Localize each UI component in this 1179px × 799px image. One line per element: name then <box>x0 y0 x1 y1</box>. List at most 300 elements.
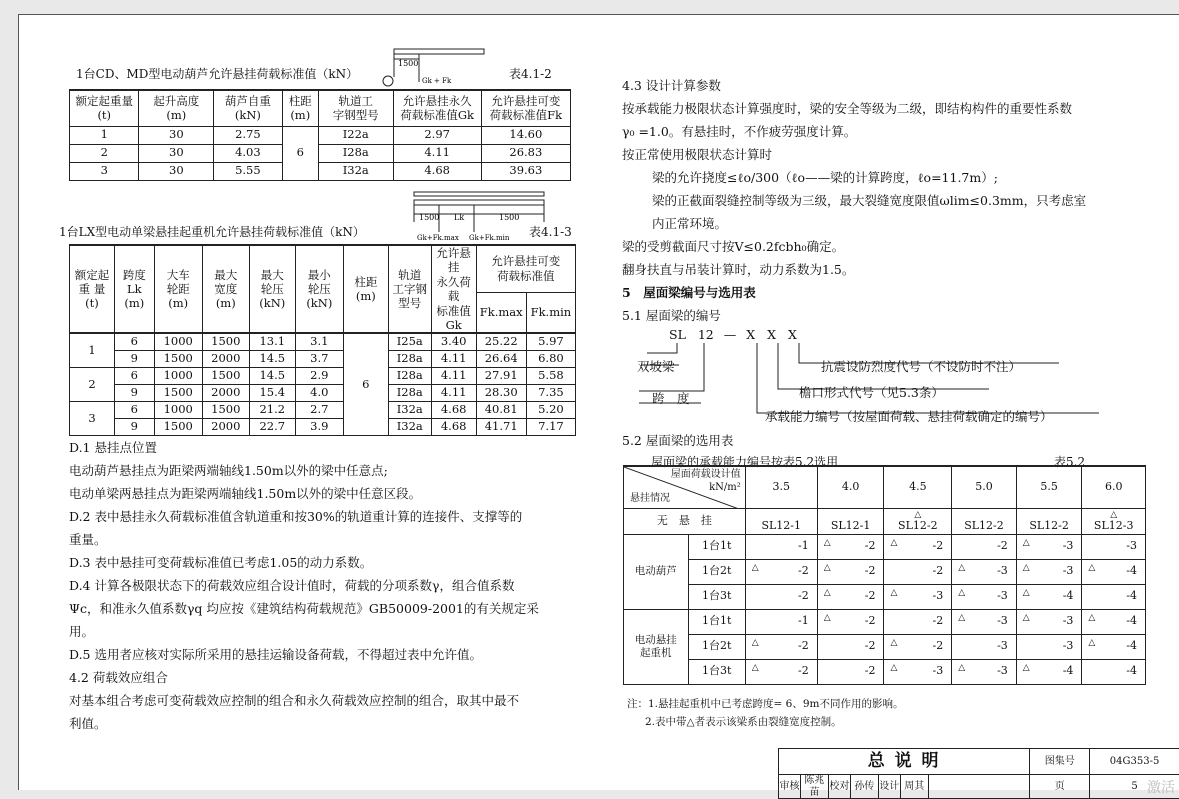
cell: 4.68 <box>393 162 481 180</box>
selection-cell <box>952 584 1017 609</box>
selection-value: -4 <box>1126 588 1137 602</box>
crane-load-diagram <box>399 190 559 242</box>
header-capacity: 额定起重量 (t) <box>70 90 139 126</box>
cell: 1 <box>70 126 139 144</box>
table-row <box>624 584 1146 609</box>
code-sl: SL <box>669 327 686 342</box>
selection-cell <box>1016 559 1082 584</box>
cell: I32a <box>388 401 431 418</box>
label-capacity-code: 承载能力编号（按屋面荷载、悬挂荷载确定的编号） <box>765 409 1053 424</box>
cell: 9 <box>114 384 154 401</box>
selection-value: -3 <box>997 613 1008 627</box>
hoist-load-label: Gk + Fk <box>422 77 452 85</box>
selection-value: -3 <box>997 638 1008 652</box>
body-line: γ₀ =1.0。有悬挂时，不作疲劳强度计算。 <box>622 124 857 139</box>
selection-value: -4 <box>1126 613 1137 627</box>
header-pmin: 最小 轮压 (kN) <box>295 245 343 333</box>
table-row-no-hang <box>624 508 1146 534</box>
selection-cell <box>884 508 952 534</box>
selection-cell <box>745 559 817 584</box>
selection-value: SL12-3 <box>1093 518 1134 532</box>
section-5-1-title: 5.1 屋面梁的编号 <box>622 308 721 323</box>
selection-cell <box>1082 534 1146 559</box>
body-line: 梁的允许挠度≤ℓo/300（ℓo——梁的计算跨度，ℓo=11.7m）; <box>652 170 998 185</box>
selection-value: SL12-2 <box>1029 518 1069 532</box>
drawing-sheet <box>18 14 1179 798</box>
body-line: 梁的正截面裂缝控制等级为三级，最大裂缝宽度限值ωlim≤0.3mm，只考虑室 <box>652 193 1087 208</box>
selection-value: -2 <box>864 538 876 552</box>
body-line: 梁的受剪截面尺寸按V≤0.2fcbh₀确定。 <box>622 239 845 254</box>
selection-cell <box>745 584 817 609</box>
cell: 1500 <box>154 418 202 435</box>
triangle-marker: △ <box>1022 537 1030 548</box>
review-label: 审核 <box>779 775 801 799</box>
selection-value: SL12-2 <box>898 518 938 532</box>
page-label: 页 <box>1030 775 1090 799</box>
title-block <box>778 748 1179 799</box>
selection-value: SL12-1 <box>830 518 871 532</box>
code-diagram <box>669 327 797 342</box>
selection-cell <box>817 584 884 609</box>
selection-value: -2 <box>932 638 944 652</box>
note-line: Ψc，和准永久值系数γq 均应按《建筑结构荷载规范》GB50009-2001的有关规定采 <box>69 601 539 616</box>
selection-cell <box>952 559 1017 584</box>
sub-label: 1台3t <box>688 659 745 684</box>
selection-cell <box>1016 534 1082 559</box>
body-line: 按正常使用极限状态计算时 <box>622 147 773 162</box>
cell: 1500 <box>154 350 202 367</box>
signature: 周其 <box>900 775 928 799</box>
header-column-span: 柱距 (m) <box>282 90 318 126</box>
selection-cell <box>745 609 817 634</box>
selection-cell <box>884 659 952 684</box>
note-line: D.5 选用者应核对实际所采用的悬挂运输设备荷载，不得超过表中允许值。 <box>69 647 482 662</box>
selection-cell <box>817 634 884 659</box>
selection-cell <box>952 534 1017 559</box>
watermark: 激活 <box>1147 780 1175 796</box>
selection-value: -2 <box>932 563 944 577</box>
cell: 2.97 <box>393 126 481 144</box>
selection-cell <box>817 659 884 684</box>
header-column-span: 柱距 (m) <box>343 245 388 333</box>
crane-dim-mid-label: Lk <box>454 213 465 222</box>
code-span: 12 <box>697 327 714 342</box>
triangle-marker: △ <box>890 662 898 673</box>
code-x1: X <box>746 327 756 342</box>
header-gk: 允许悬挂 永久荷载 标准值Gk <box>431 245 476 333</box>
signature: 陈兆苗 <box>800 775 828 799</box>
cell: 28.30 <box>476 384 526 401</box>
table-4-1-3-number: 表4.1-3 <box>529 225 572 239</box>
table-row <box>70 401 576 418</box>
table-4-1-2-header-row <box>70 90 571 126</box>
section-4-2-title: 4.2 荷载效应组合 <box>69 670 168 685</box>
cell-capacity: 3 <box>70 401 115 435</box>
triangle-marker: △ <box>1088 562 1096 573</box>
section-5-2-title: 5.2 屋面梁的选用表 <box>622 433 734 448</box>
table-4-1-3 <box>69 244 576 436</box>
note-line: D.4 计算各极限状态下的荷载效应组合设计值时，荷载的分项系数γ，组合值系数 <box>69 578 515 593</box>
selection-value: -3 <box>997 663 1008 677</box>
cell: 40.81 <box>476 401 526 418</box>
selection-cell <box>1082 634 1146 659</box>
selection-cell <box>952 634 1017 659</box>
header-capacity: 额定起 重 量 (t) <box>70 245 115 333</box>
sub-label: 1台2t <box>688 634 745 659</box>
load-col-header: 4.5 <box>884 466 952 508</box>
cell: 14.5 <box>249 367 295 384</box>
note-line: 电动葫芦悬挂点为距梁两端轴线1.50m以外的梁中任意点; <box>69 463 388 478</box>
cell: 1000 <box>154 367 202 384</box>
table-row <box>70 418 576 435</box>
table-4-1-2 <box>69 89 571 181</box>
triangle-marker: △ <box>751 662 759 673</box>
cell: 4.11 <box>431 384 476 401</box>
cell: 13.1 <box>249 333 295 350</box>
header-fk-group: 允许悬挂可变 荷载标准值 <box>476 245 575 292</box>
check-label: 校对 <box>828 775 850 799</box>
selection-value: -2 <box>798 663 809 677</box>
crane-dim1-label: 1500 <box>419 213 440 222</box>
corner-load-label: 屋面荷载设计值 <box>670 469 741 480</box>
cell: 6.80 <box>526 350 575 367</box>
table-row <box>624 634 1146 659</box>
table-4-1-2-caption: 1台CD、MD型电动葫芦允许悬挂荷载标准值（kN） <box>76 67 359 81</box>
triangle-marker: △ <box>1088 612 1096 623</box>
selection-value: -2 <box>798 588 809 602</box>
table-4-1-2-number: 表4.1-2 <box>509 67 552 81</box>
header-rail-type: 轨道工 字钢型号 <box>318 90 393 126</box>
note-d1-title: D.1 悬挂点位置 <box>69 440 157 455</box>
selection-value: -4 <box>1062 663 1074 677</box>
triangle-marker: △ <box>1022 662 1030 673</box>
cell: 9 <box>114 350 154 367</box>
table-note-2: 2.表中带△者表示该梁系由裂缝宽度控制。 <box>645 716 842 728</box>
cell: 1000 <box>154 333 202 350</box>
selection-value: -3 <box>1062 613 1074 627</box>
table-note-1: 注：1.悬挂起重机中已考虑跨度= 6、9m不同作用的影响。 <box>627 698 904 710</box>
group-label-hoist: 电动葫芦 <box>624 534 689 609</box>
section-5-2-subtitle: 屋面梁的承载能力编号按表5.2选用 <box>651 455 839 469</box>
drawing-title: 总 说 明 <box>779 749 1030 775</box>
cell: 14.60 <box>481 126 570 144</box>
table-row <box>70 126 571 144</box>
selection-cell <box>1082 584 1146 609</box>
cell: 2.75 <box>214 126 282 144</box>
triangle-marker: △ <box>890 637 898 648</box>
sub-label: 1台1t <box>688 534 745 559</box>
section-5-title: 5 屋面梁编号与选用表 <box>622 285 756 300</box>
selection-cell <box>1016 584 1082 609</box>
table-4-1-3-header-row <box>70 245 576 292</box>
selection-cell <box>817 508 884 534</box>
selection-value: -4 <box>1062 588 1074 602</box>
table-5-2-header-row <box>624 466 1146 508</box>
cell: 1000 <box>154 401 202 418</box>
selection-cell <box>884 634 952 659</box>
selection-cell <box>952 609 1017 634</box>
selection-value: -2 <box>864 663 876 677</box>
selection-value: -1 <box>798 538 809 552</box>
cell: I28a <box>388 384 431 401</box>
corner-unit-label: kN/m² <box>709 482 741 493</box>
selection-value: -3 <box>1062 638 1074 652</box>
triangle-marker: △ <box>751 562 759 573</box>
table-5-2-number: 表5.2 <box>1054 455 1086 469</box>
load-col-header: 5.0 <box>952 466 1017 508</box>
load-col-header: 4.0 <box>817 466 884 508</box>
header-gk: 允许悬挂永久 荷载标准值Gk <box>393 90 481 126</box>
cell: 4.03 <box>214 144 282 162</box>
selection-value: -3 <box>997 563 1008 577</box>
selection-value: -2 <box>997 538 1008 552</box>
table-5-2 <box>623 465 1146 685</box>
selection-cell <box>884 584 952 609</box>
note-line: 重量。 <box>69 532 107 547</box>
header-wheelbase: 大车 轮距 (m) <box>154 245 202 333</box>
atlas-label: 图集号 <box>1030 749 1090 775</box>
cell: 3.9 <box>295 418 343 435</box>
cell: 22.7 <box>249 418 295 435</box>
cell: 4.11 <box>431 350 476 367</box>
table-row <box>624 534 1146 559</box>
selection-value: -1 <box>798 613 809 627</box>
cell: 1500 <box>154 384 202 401</box>
cell: 14.5 <box>249 350 295 367</box>
selection-value: -2 <box>798 563 809 577</box>
table-row <box>70 350 576 367</box>
cell: 7.17 <box>526 418 575 435</box>
selection-value: -2 <box>932 613 944 627</box>
triangle-marker: △ <box>890 587 898 598</box>
cell: 3.40 <box>431 333 476 350</box>
cell: 30 <box>139 162 214 180</box>
cell: 6 <box>114 401 154 418</box>
cell: I22a <box>318 126 393 144</box>
cell: 2.9 <box>295 367 343 384</box>
header-fk: 允许悬挂可变 荷载标准值Fk <box>481 90 570 126</box>
cell: I28a <box>318 144 393 162</box>
cell: 2000 <box>202 350 249 367</box>
body-line: 内正常环境。 <box>652 216 728 231</box>
cell: I28a <box>388 350 431 367</box>
triangle-marker: △ <box>751 637 759 648</box>
selection-value: -4 <box>1126 663 1137 677</box>
design-label: 设计 <box>878 775 900 799</box>
triangle-marker: △ <box>958 587 966 598</box>
signature: 孙传 <box>850 775 878 799</box>
selection-cell <box>1016 508 1082 534</box>
triangle-marker: △ <box>823 562 831 573</box>
triangle-marker: △ <box>823 612 831 623</box>
header-hoist-weight: 葫芦自重 (kN) <box>214 90 282 126</box>
selection-cell <box>745 659 817 684</box>
selection-value: -3 <box>997 588 1008 602</box>
selection-cell <box>745 534 817 559</box>
section-4-3-title: 4.3 设计计算参数 <box>622 78 721 93</box>
cell: 27.91 <box>476 367 526 384</box>
cell-column-span: 6 <box>343 333 388 435</box>
selection-cell <box>1082 559 1146 584</box>
cell: 3.7 <box>295 350 343 367</box>
cell: 15.4 <box>249 384 295 401</box>
code-x3: X <box>788 327 797 342</box>
crane-load1-label: Gk+Fk.max <box>417 234 459 242</box>
selection-cell <box>884 534 952 559</box>
header-fkmax: Fk.max <box>476 292 526 333</box>
triangle-marker: △ <box>823 537 831 548</box>
cell: 39.63 <box>481 162 570 180</box>
selection-cell <box>745 634 817 659</box>
code-x2: X <box>767 327 777 342</box>
cell: 2 <box>70 144 139 162</box>
cell: 2.7 <box>295 401 343 418</box>
selection-cell <box>817 609 884 634</box>
cell: 30 <box>139 126 214 144</box>
load-col-header: 6.0 <box>1082 466 1146 508</box>
table-row <box>624 659 1146 684</box>
selection-cell <box>1082 609 1146 634</box>
selection-cell <box>952 659 1017 684</box>
table-row <box>70 384 576 401</box>
triangle-marker: △ <box>958 562 966 573</box>
cell: 21.2 <box>249 401 295 418</box>
selection-cell <box>745 508 817 534</box>
body-line: 翻身扶直与吊装计算时，动力系数为1.5。 <box>622 262 855 277</box>
triangle-marker: △ <box>958 662 966 673</box>
cell: 5.55 <box>214 162 282 180</box>
cell: 1500 <box>202 333 249 350</box>
hoist-dim-label: 1500 <box>398 59 419 68</box>
row-label-no-hang: 无 悬 挂 <box>624 508 746 534</box>
selection-value: -3 <box>1062 563 1074 577</box>
header-fkmin: Fk.min <box>526 292 575 333</box>
cell: 1500 <box>202 367 249 384</box>
cell: 5.97 <box>526 333 575 350</box>
cell: 9 <box>114 418 154 435</box>
selection-cell <box>952 508 1017 534</box>
triangle-marker: △ <box>1022 612 1030 623</box>
triangle-marker: △ <box>1110 509 1118 520</box>
triangle-marker: △ <box>1088 637 1096 648</box>
cell: I28a <box>388 367 431 384</box>
selection-value: SL12-1 <box>761 518 802 532</box>
selection-value: SL12-2 <box>964 518 1004 532</box>
cell: 2000 <box>202 384 249 401</box>
header-lift-height: 起升高度 (m) <box>139 90 214 126</box>
selection-value: -2 <box>864 563 876 577</box>
header-span: 跨度 Lk (m) <box>114 245 154 333</box>
triangle-marker: △ <box>890 537 898 548</box>
corner-hang-label: 悬挂情况 <box>630 493 670 504</box>
triangle-marker: △ <box>1022 587 1030 598</box>
selection-value: -3 <box>932 663 944 677</box>
selection-cell <box>1082 659 1146 684</box>
triangle-marker: △ <box>1022 562 1030 573</box>
sub-label: 1台2t <box>688 559 745 584</box>
cell: I32a <box>318 162 393 180</box>
header-width: 最大 宽度 (m) <box>202 245 249 333</box>
triangle-marker: △ <box>914 509 922 520</box>
label-span: 跨 度 <box>652 391 690 406</box>
table-5-2-corner <box>624 466 746 508</box>
cell: 6 <box>114 333 154 350</box>
selection-cell <box>1082 508 1146 534</box>
selection-value: -4 <box>1126 638 1137 652</box>
cell: 4.68 <box>431 401 476 418</box>
selection-cell <box>1016 634 1082 659</box>
label-eave-code: 檐口形式代号（见5.3条） <box>799 385 944 400</box>
cell: 7.35 <box>526 384 575 401</box>
table-4-1-3-caption: 1台LX型电动单梁悬挂起重机允许悬挂荷载标准值（kN） <box>59 225 365 239</box>
cell: I32a <box>388 418 431 435</box>
cell: 4.68 <box>431 418 476 435</box>
group-label-crane: 电动悬挂 起重机 <box>624 609 689 684</box>
table-row <box>70 162 571 180</box>
sub-label: 1台3t <box>688 584 745 609</box>
atlas-number: 04G353-5 <box>1090 749 1179 775</box>
cell: 4.0 <box>295 384 343 401</box>
cell: 26.83 <box>481 144 570 162</box>
cell: 6 <box>114 367 154 384</box>
hoist-load-diagram <box>364 47 494 87</box>
cell: 4.11 <box>393 144 481 162</box>
selection-cell <box>1016 609 1082 634</box>
cell: 5.20 <box>526 401 575 418</box>
table-row <box>70 333 576 350</box>
cell: 3 <box>70 162 139 180</box>
crane-dim2-label: 1500 <box>499 213 520 222</box>
triangle-marker: △ <box>958 612 966 623</box>
cell-column-span: 6 <box>282 126 318 180</box>
cell-capacity: 1 <box>70 333 115 367</box>
cell: 26.64 <box>476 350 526 367</box>
load-col-header: 5.5 <box>1016 466 1082 508</box>
selection-value: -3 <box>1126 538 1137 552</box>
note-line: D.2 表中悬挂永久荷载标准值含轨道重和按30%的轨道重计算的连接件、支撑等的 <box>69 509 523 524</box>
table-row <box>70 144 571 162</box>
crane-load2-label: Gk+Fk.min <box>469 234 510 242</box>
cell: 3.1 <box>295 333 343 350</box>
triangle-marker: △ <box>823 587 831 598</box>
selection-value: -3 <box>1062 538 1074 552</box>
selection-value: -2 <box>932 538 944 552</box>
sub-label: 1台1t <box>688 609 745 634</box>
note-line: 对基本组合考虑可变荷载效应控制的组合和永久荷载效应控制的组合，取其中最不 <box>69 693 520 708</box>
note-line: D.3 表中悬挂可变荷载标准值已考虑1.05的动力系数。 <box>69 555 373 570</box>
label-seismic-code: 抗震设防烈度代号（不设防时不注） <box>821 359 1022 374</box>
page-number: 5 <box>1090 775 1179 799</box>
selection-cell <box>1016 659 1082 684</box>
selection-value: -2 <box>864 638 876 652</box>
load-col-header: 3.5 <box>745 466 817 508</box>
note-line: 利值。 <box>69 716 107 731</box>
selection-cell <box>817 534 884 559</box>
cell: 41.71 <box>476 418 526 435</box>
code-dash: — <box>723 327 737 342</box>
selection-value: -2 <box>864 588 876 602</box>
header-pmax: 最大 轮压 (kN) <box>249 245 295 333</box>
cell: 4.11 <box>431 367 476 384</box>
selection-value: -3 <box>932 588 944 602</box>
cell: 1500 <box>202 401 249 418</box>
cell: 30 <box>139 144 214 162</box>
selection-cell <box>884 609 952 634</box>
selection-cell <box>817 559 884 584</box>
table-row <box>624 609 1146 634</box>
cell: 25.22 <box>476 333 526 350</box>
label-double-slope-beam: 双坡梁 <box>637 359 675 374</box>
